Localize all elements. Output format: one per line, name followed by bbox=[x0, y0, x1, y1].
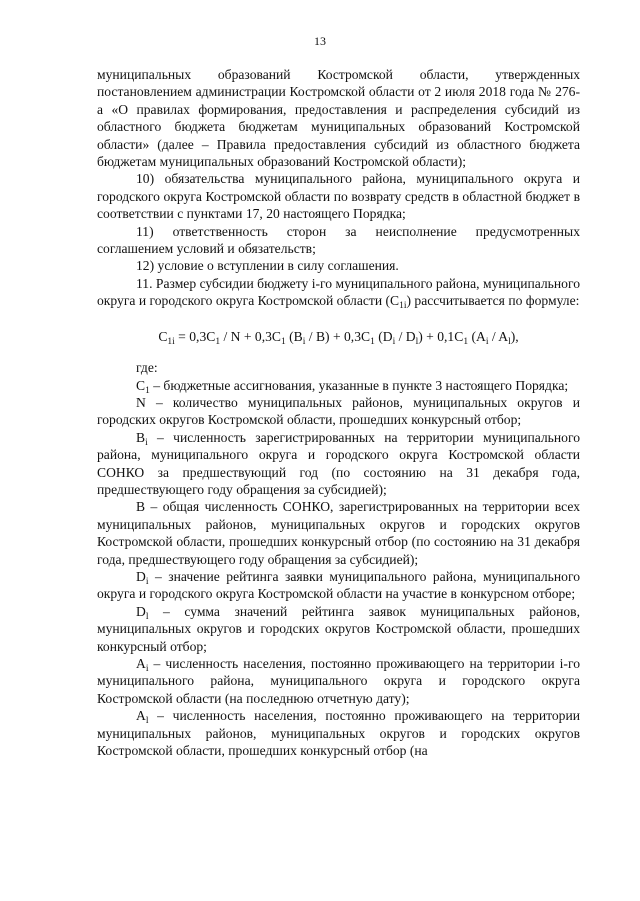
formula-sub-2: 1 bbox=[215, 336, 221, 347]
paragraph-item-10: 10) обязательства муниципального района, муниципального округа и городского округа Костромской области по возврату средств в областной бюджет в соответствии с пунктами 17, 20 настоящего Порядка; bbox=[97, 171, 580, 222]
definition-al-text: – численность населения, постоянно проживающего на территории муниципальных районов, муниципальных округов и городских округов Костромской области, прошедших конкурсный отбор (на bbox=[97, 708, 580, 759]
paragraph-continuation: муниципальных образований Костромской области, утвержденных постановлением администрации Костромской области от 2 июля 2018 года № 276-а «О правилах формирования, предоставления и распределения субсидий из областного бюджета бюджетам муниципальных образований Костромской области» (далее – Правила предоставления субсидий из областного бюджета бюджетам муниципальных образований Костромской области); bbox=[97, 67, 580, 170]
definition-b: B – общая численность СОНКО, зарегистрированных на территории всех муниципальных районов, муниципальных округов и городских округов Костромской области, прошедших конкурсный отбор (по состоянию на 31 декабря года, предшествующего году обращения за субсидией); bbox=[97, 499, 580, 567]
definition-c1-symbol: C bbox=[136, 377, 146, 393]
definition-c1-text: – бюджетные ассигнования, указанные в пункте 3 настоящего Порядка; bbox=[149, 377, 569, 393]
formula-part-5: / B) + 0,3C bbox=[305, 328, 371, 344]
definition-bi bbox=[97, 429, 580, 499]
definition-ai-symbol: A bbox=[136, 656, 146, 671]
definition-di bbox=[97, 568, 580, 603]
formula-part-9: (A bbox=[468, 328, 486, 344]
definition-ai-subscript: i bbox=[145, 664, 149, 674]
formula-sub-9: i bbox=[485, 336, 489, 347]
formula-part-11: ), bbox=[510, 328, 519, 344]
definition-dl-text: – сумма значений рейтинга заявок муниципальных районов, муниципальных округов и городских округов Костромской области, прошедших конкурсный отбор; bbox=[97, 603, 580, 654]
definition-di-subscript: i bbox=[145, 576, 149, 587]
clause-11-text-b: ) рассчитывается по формуле: bbox=[406, 293, 580, 309]
formula-part-8: ) + 0,1C bbox=[418, 328, 464, 344]
clause-11-text-a: 11. Размер субсидии бюджету i-го муниципального района, муниципального округа и городского округа Костромской области (C bbox=[97, 275, 580, 309]
formula-sub-6: i bbox=[392, 336, 396, 347]
formula-part-4: (B bbox=[285, 328, 303, 344]
formula-part-10: / A bbox=[488, 328, 509, 344]
formula-sub-7: l bbox=[415, 336, 419, 347]
formula-part-2: = 0,3C bbox=[174, 328, 216, 344]
formula-sub-10: l bbox=[508, 336, 511, 347]
formula-part-3: / N + 0,3C bbox=[220, 328, 281, 344]
definition-ai-text: – численность населения, постоянно проживающего на территории i-го муниципального района, муниципального округа и городского округа Костромской области (на последнюю отчетную дату); bbox=[97, 656, 580, 706]
definition-dl-subscript: l bbox=[145, 611, 149, 622]
page-number: 13 bbox=[314, 34, 326, 48]
definition-n: N – количество муниципальных районов, муниципальных округов и городских округов Костромской области, прошедших конкурсный отбор; bbox=[97, 394, 580, 428]
formula-sub-3: 1 bbox=[280, 336, 286, 347]
formula-part-7: / D bbox=[395, 328, 416, 344]
formula-sub-1: 1i bbox=[167, 336, 175, 347]
definition-dl-symbol: D bbox=[136, 603, 146, 619]
where-label: где: bbox=[136, 360, 158, 376]
formula-part-1: C bbox=[158, 328, 168, 344]
paragraph-item-12: 12) условие о вступлении в силу соглашения. bbox=[136, 258, 399, 274]
definition-di-text: – значение рейтинга заявки муниципального района, муниципального округа и городского округа Костромской области на участие в конкурсном отборе; bbox=[97, 568, 580, 602]
formula-sub-4: i bbox=[302, 336, 306, 347]
definition-c1-subscript: 1 bbox=[145, 385, 150, 396]
subsidy-formula bbox=[97, 328, 580, 345]
definition-bi-subscript: i bbox=[145, 437, 148, 448]
definition-ai bbox=[97, 655, 580, 707]
definition-di-symbol: D bbox=[136, 568, 146, 584]
formula-sub-8: 1 bbox=[463, 336, 469, 347]
formula-sub-5: 1 bbox=[370, 336, 375, 347]
formula-part-6: (D bbox=[374, 328, 393, 344]
paragraph-item-11: 11) ответственность сторон за неисполнение предусмотренных соглашением условий и обязательств; bbox=[97, 223, 580, 257]
clause-11-subscript: 1i bbox=[399, 301, 407, 312]
definition-al-symbol: A bbox=[136, 708, 146, 724]
definition-bi-text: – численность зарегистрированных на территории муниципального района, муниципального округа и городского округа Костромской области СОНКО за предшествующий год (по состоянию на 31 декабря года, предшествующего году обращения за субсидией); bbox=[97, 429, 580, 497]
definition-dl bbox=[97, 603, 580, 655]
paragraph-clause-11 bbox=[97, 275, 580, 310]
definition-c1 bbox=[97, 377, 580, 394]
document-body bbox=[97, 66, 580, 759]
definition-bi-symbol: B bbox=[136, 429, 146, 445]
definition-al-subscript: l bbox=[145, 716, 149, 727]
definition-al bbox=[97, 707, 580, 759]
